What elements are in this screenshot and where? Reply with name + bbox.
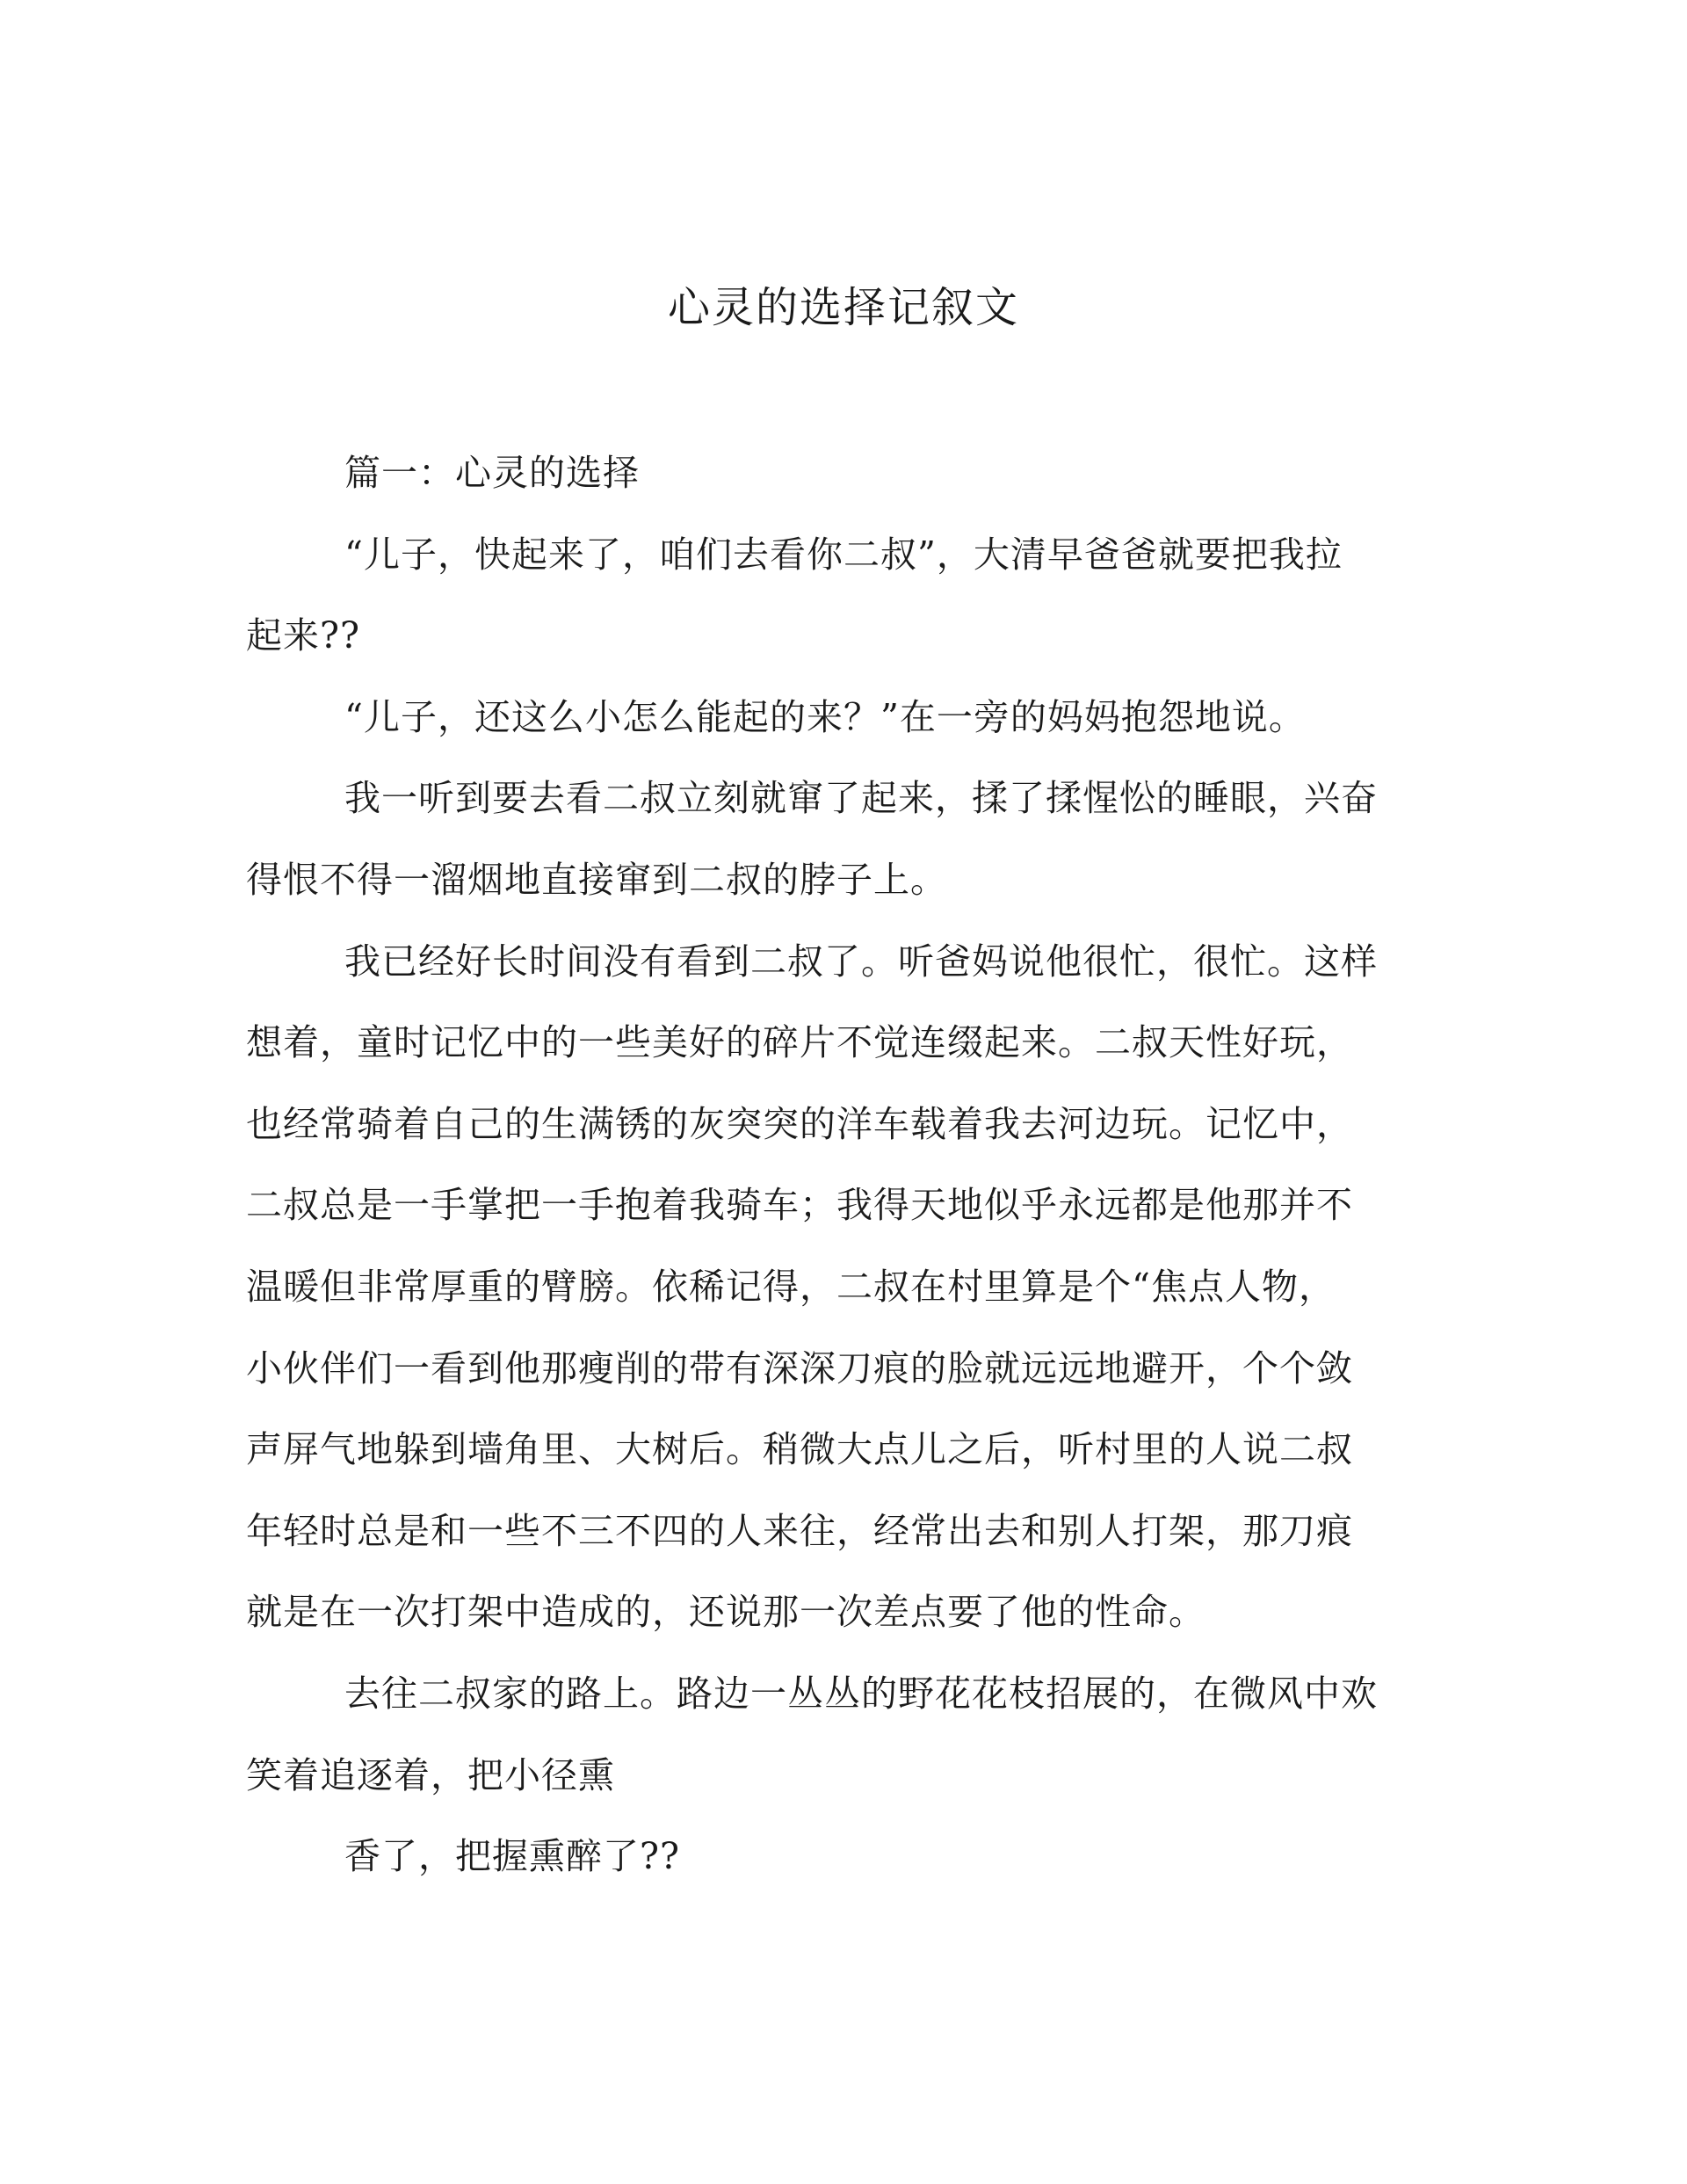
- document-body: [246, 432, 1441, 1897]
- text-line: 二叔总是一手掌把一手抱着我骑车；我得天地似乎永远都是他那并不: [246, 1184, 1353, 1227]
- text-line: 也经常骑着自己的生满锈的灰突突的洋车载着我去河边玩。记忆中，: [246, 1102, 1353, 1145]
- text-line: 起来??: [246, 614, 360, 657]
- text-line: 想着，童时记忆中的一些美好的碎片不觉连缀起来。二叔天性好玩，: [246, 1021, 1353, 1064]
- text-line: 去往二叔家的路上。路边一丛丛的野花花枝招展的，在微风中欢: [344, 1672, 1378, 1715]
- text-line: 温暖但非常厚重的臂膀。依稀记得，二叔在村里算是个“焦点人物，: [246, 1265, 1336, 1308]
- text-line: 小伙伴们一看到他那瘦削的带有深深刀痕的脸就远远地避开，个个敛: [246, 1346, 1353, 1389]
- text-line: 就是在一次打架中造成的，还说那一次差点要了他的性命。: [246, 1591, 1206, 1634]
- text-line: “儿子，快起来了，咱们去看你二叔”，大清早爸爸就要把我拉: [344, 533, 1343, 576]
- text-line: 我已经好长时间没有看到二叔了。听爸妈说他很忙，很忙。这样: [344, 940, 1378, 983]
- text-line: 篇一：心灵的选择: [344, 452, 640, 494]
- text-line: 年轻时总是和一些不三不四的人来往，经常出去和别人打架，那刀痕: [246, 1509, 1353, 1552]
- text-line: 香了，把握熏醉了??: [344, 1835, 680, 1878]
- document-title: 心灵的选择记叙文: [667, 283, 1019, 332]
- text-line: 得恨不得一溜烟地直接窜到二叔的脖子上。: [246, 858, 947, 901]
- text-line: 我一听到要去看二叔立刻就窜了起来，揉了揉惺忪的睡眼，兴奋: [344, 777, 1378, 820]
- text-line: “儿子，还这么小怎么能起的来？”在一旁的妈妈抱怨地说。: [344, 695, 1306, 738]
- text-line: 声屏气地躲到墙角里、大树后。稍微大点儿之后，听村里的人说二叔: [246, 1428, 1353, 1471]
- text-line: 笑着追逐着，把小径熏: [246, 1753, 615, 1796]
